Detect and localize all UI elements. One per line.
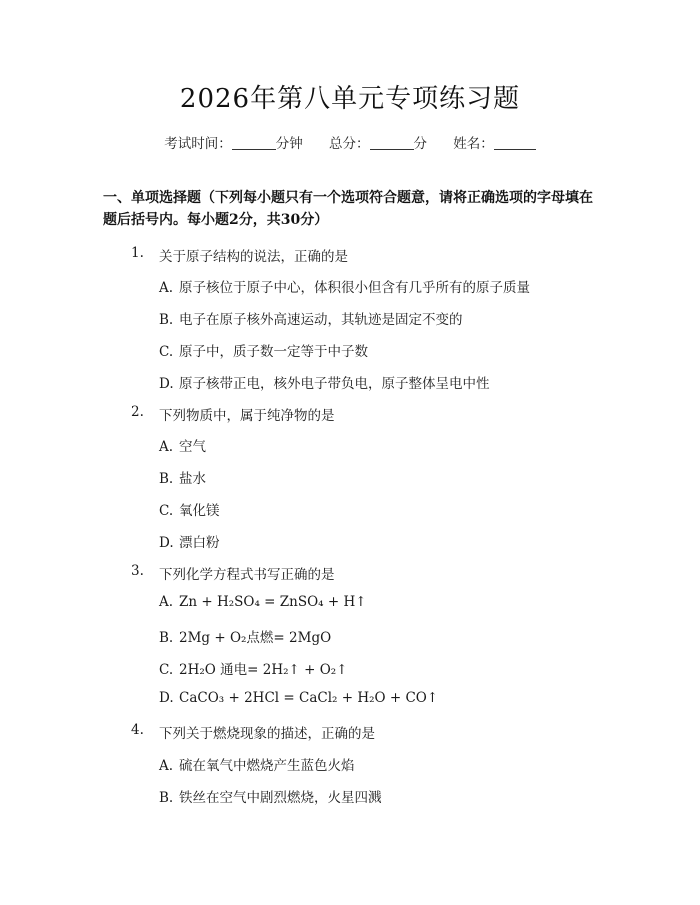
option-letter: C.: [159, 344, 174, 360]
option-4b: [159, 786, 382, 806]
time-unit: 分钟: [275, 136, 303, 152]
option-letter: B.: [159, 471, 174, 487]
option-text: 空气: [179, 439, 206, 455]
option-text: Zn + H₂SO₄ = ZnSO₄ + H↑: [179, 594, 367, 610]
name-blank: [494, 135, 536, 150]
question-number: 1.: [131, 245, 144, 261]
option-text: 盐水: [179, 471, 206, 487]
option-text: 2H₂O 通电= 2H₂↑ + O₂↑: [179, 662, 348, 678]
option-text: 电子在原子核外高速运动，其轨迹是固定不变的: [179, 312, 463, 328]
question-stem: 下列物质中，属于纯净物的是: [159, 408, 335, 424]
score-field: [329, 136, 431, 152]
option-text: CaCO₃ + 2HCl = CaCl₂ + H₂O + CO↑: [179, 690, 439, 706]
question-number: 3.: [131, 563, 144, 579]
option-1b: [159, 308, 463, 328]
option-letter: B.: [159, 630, 174, 646]
question-stem: 下列关于燃烧现象的描述，正确的是: [159, 726, 375, 742]
score-label: 总分：: [329, 136, 370, 152]
time-field: [164, 136, 307, 152]
option-2c: [159, 499, 220, 519]
option-3c: [159, 658, 348, 678]
score-blank: [370, 135, 414, 150]
time-blank: [232, 135, 276, 150]
option-3b: [159, 626, 331, 646]
option-letter: A.: [159, 758, 174, 774]
option-letter: C.: [159, 503, 174, 519]
option-1c: [159, 340, 368, 360]
option-text: 漂白粉: [179, 535, 220, 551]
option-letter: B.: [159, 312, 174, 328]
option-letter: A.: [159, 280, 174, 296]
option-text: 原子核带正电，核外电子带负电，原子整体呈电中性: [179, 376, 490, 392]
question-number: 2.: [131, 404, 144, 420]
question-stem: 关于原子结构的说法，正确的是: [159, 249, 348, 265]
option-letter: D.: [159, 690, 174, 706]
option-1a: [159, 276, 530, 296]
option-1d: [159, 372, 490, 392]
question-stem: 下列化学方程式书写正确的是: [159, 567, 335, 583]
option-letter: D.: [159, 535, 174, 551]
option-3d: [159, 690, 438, 706]
option-3a: [159, 594, 367, 610]
option-letter: D.: [159, 376, 174, 392]
page-title: 2026年第八单元专项练习题: [179, 84, 521, 114]
exam-info-line: [0, 132, 700, 152]
question-number: 4.: [131, 722, 144, 738]
option-letter: A.: [159, 594, 174, 610]
option-text: 2Mg + O₂点燃= 2MgO: [179, 630, 332, 646]
option-2b: [159, 467, 206, 487]
option-text: 原子中，质子数一定等于中子数: [179, 344, 368, 360]
score-unit: 分: [413, 136, 427, 152]
option-4a: [159, 754, 355, 774]
time-label: 考试时间：: [164, 136, 232, 152]
option-text: 硫在氧气中燃烧产生蓝色火焰: [179, 758, 355, 774]
section-heading: 一、单项选择题（下列每小题只有一个选项符合题意，请将正确选项的字母填在题后括号内。每小题2分，共30分）: [103, 190, 593, 228]
option-text: 铁丝在空气中剧烈燃烧，火星四溅: [179, 790, 382, 806]
name-label: 姓名：: [453, 136, 494, 152]
option-2a: [159, 435, 206, 455]
option-2d: [159, 531, 220, 551]
option-letter: C.: [159, 662, 174, 678]
name-field: [453, 136, 536, 152]
option-letter: B.: [159, 790, 174, 806]
option-text: 原子核位于原子中心，体积很小但含有几乎所有的原子质量: [179, 280, 530, 296]
option-letter: A.: [159, 439, 174, 455]
option-text: 氧化镁: [179, 503, 220, 519]
